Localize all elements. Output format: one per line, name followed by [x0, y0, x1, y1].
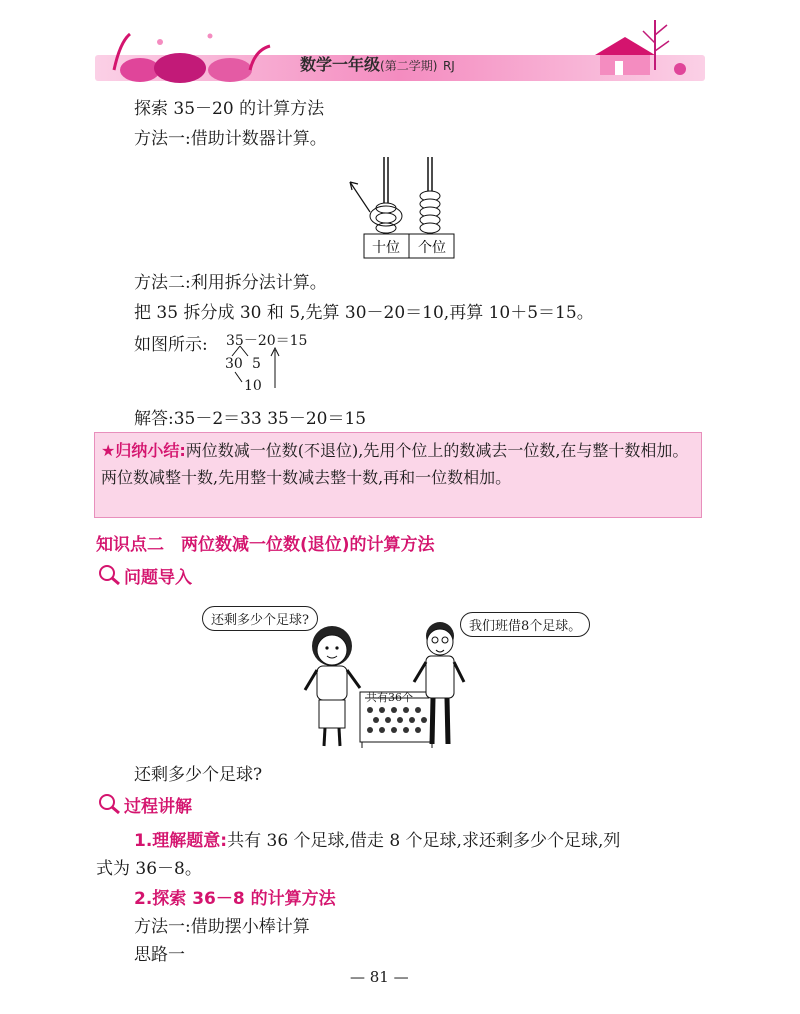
abacus-diagram [340, 152, 470, 262]
header-title-semester: (第二学期) [380, 59, 438, 73]
magnifier-icon [96, 563, 122, 587]
step1-line1 [134, 826, 620, 851]
header-right-house-icon [585, 15, 705, 85]
header-title-edition: RJ [442, 59, 455, 73]
split-diagram-expression: 35－20＝15 [226, 333, 308, 349]
header-title [300, 52, 455, 75]
step1-label: 1.理解题意: [134, 831, 228, 851]
page-number: — 81 — [350, 968, 409, 986]
summary-text: 两位数减一位数(不退位),先用个位上的数减去一位数,在与整十数相加。两位数减整十数,先用整十数减去整十数,再和一位数相加。 [101, 441, 689, 487]
method1-text: 方法一:借助计数器计算。 [134, 129, 327, 149]
step2-label: 2.探索 36－8 的计算方法 [134, 889, 336, 909]
teacher-figure [305, 626, 360, 746]
method2-text: 方法二:利用拆分法计算。 [134, 273, 327, 293]
explore-title: 探索 35－20 的计算方法 [134, 99, 325, 119]
as-shown-text: 如图所示: [134, 335, 208, 355]
abacus-ones-label: 个位 [418, 240, 446, 256]
split-text: 把 35 拆分成 30 和 5,先算 30－20＝10,再算 10＋5＝15。 [134, 303, 594, 323]
header-title-main: 数学一年级 [300, 55, 381, 74]
boy-speech-bubble: 我们班借8个足球。 [460, 612, 590, 637]
box-label: 共有36个 [366, 691, 413, 704]
header-left-decoration-icon [100, 22, 280, 84]
split-part-30: 30 [225, 356, 243, 372]
magnifier-icon [96, 792, 122, 816]
step1-line2: 式为 36－8。 [96, 859, 202, 879]
split-result-10: 10 [244, 378, 262, 394]
abacus-tens-label: 十位 [372, 240, 400, 256]
summary-box [94, 432, 702, 518]
answer-text: 解答:35－2＝33 35－20＝15 [134, 409, 367, 429]
split-part-5: 5 [252, 356, 261, 372]
teacher-speech-bubble: 还剩多少个足球? [202, 606, 318, 631]
process-heading: 过程讲解 [124, 797, 192, 817]
idea1-text: 思路一 [134, 945, 185, 965]
knowledge-point-2-heading: 知识点二 两位数减一位数(退位)的计算方法 [96, 535, 435, 555]
question-text: 还剩多少个足球? [134, 765, 263, 785]
step2-method1: 方法一:借助摆小棒计算 [134, 917, 310, 937]
summary-label: ★归纳小结: [101, 441, 186, 460]
problem-intro-heading: 问题导入 [124, 568, 192, 588]
step1-text: 共有 36 个足球,借走 8 个足球,求还剩多少个足球,列 [227, 831, 621, 851]
